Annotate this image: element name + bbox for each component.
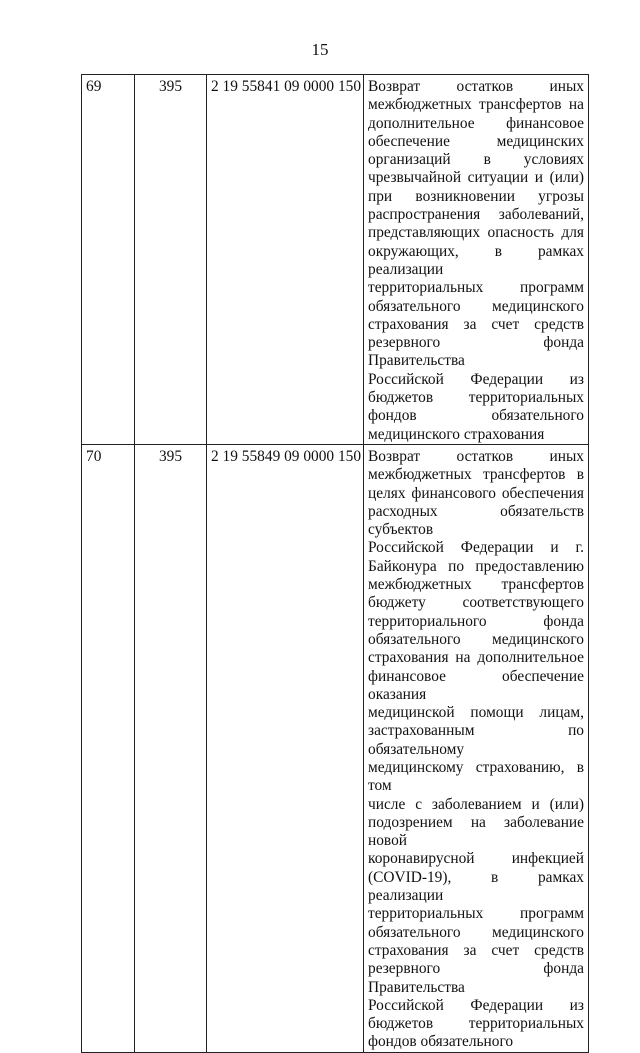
description-line: территориальных программ bbox=[368, 279, 584, 297]
description-line: дополнительное финансовое bbox=[368, 114, 584, 132]
description-line: межбюджетных трансфертов в bbox=[368, 466, 584, 484]
description-line: подозрением на заболевание новой bbox=[368, 813, 584, 850]
description-line: числе с заболеванием и (или) bbox=[368, 795, 584, 813]
description-line: Байконура по предоставлению bbox=[368, 557, 584, 575]
description-line: резервного фонда Правительства bbox=[368, 960, 584, 996]
description-line: организаций в условиях bbox=[368, 151, 584, 169]
admin-code: 395 bbox=[135, 444, 207, 1052]
table-row bbox=[82, 444, 589, 1052]
row-number: 70 bbox=[82, 444, 135, 1052]
description-text bbox=[368, 78, 584, 444]
row-number: 69 bbox=[82, 75, 135, 445]
description-line: расходных обязательств субъектов bbox=[368, 502, 584, 539]
description-line: бюджетов территориальных bbox=[368, 389, 584, 407]
budget-classification-code: 2 19 55849 09 0000 150 bbox=[207, 444, 364, 1052]
description-line: Российской Федерации и г. bbox=[368, 539, 584, 557]
description-line: Возврат остатков иных bbox=[368, 78, 584, 95]
description-line: страхования за счет средств bbox=[368, 941, 584, 959]
description-line: межбюджетных трансфертов bbox=[368, 576, 584, 594]
description-line: обязательного медицинского bbox=[368, 630, 584, 648]
description-line: резервного фонда Правительства bbox=[368, 334, 584, 370]
description-line: финансовое обеспечение оказания bbox=[368, 667, 584, 703]
budget-classification-code: 2 19 55841 09 0000 150 bbox=[207, 75, 364, 445]
description-line: застрахованным по обязательному bbox=[368, 722, 584, 758]
description-line: территориального фонда bbox=[368, 612, 584, 630]
description-line: обязательного медицинского bbox=[368, 297, 584, 315]
page-number: 15 bbox=[311, 40, 329, 59]
description-line: медицинскому страхованию, в том bbox=[368, 758, 584, 795]
description-line: Возврат остатков иных bbox=[368, 447, 584, 465]
description-line: Российской Федерации из bbox=[368, 370, 584, 388]
description-line: обязательного медицинского bbox=[368, 923, 584, 941]
description-line: фондов обязательного bbox=[368, 407, 584, 425]
description-line: медицинского страхования bbox=[368, 425, 545, 443]
description-line: бюджетов территориальных bbox=[368, 1015, 584, 1033]
description-line: представляющих опасность для bbox=[368, 224, 584, 242]
description-line: обеспечение медицинских bbox=[368, 132, 584, 150]
description-line: территориальных программ bbox=[368, 905, 584, 923]
description-text bbox=[368, 448, 584, 1052]
description-line: окружающих, в рамках реализации bbox=[368, 242, 584, 278]
description-line: медицинской помощи лицам, bbox=[368, 704, 584, 722]
description-line: коронавирусной инфекцией bbox=[368, 850, 584, 868]
admin-code: 395 bbox=[135, 75, 207, 445]
description-line: при возникновении угрозы bbox=[368, 187, 584, 205]
row-description bbox=[364, 75, 589, 445]
description-line: целях финансового обеспечения bbox=[368, 484, 584, 502]
description-line: Российской Федерации из bbox=[368, 996, 584, 1014]
description-line: бюджету соответствующего bbox=[368, 594, 584, 612]
row-description bbox=[364, 444, 589, 1052]
description-line: (COVID-19), в рамках реализации bbox=[368, 868, 584, 905]
table-row bbox=[82, 75, 589, 445]
description-line: распространения заболеваний, bbox=[368, 206, 584, 224]
description-line: межбюджетных трансфертов на bbox=[368, 96, 584, 114]
budget-codes-table bbox=[81, 74, 589, 1053]
description-line: чрезвычайной ситуации и (или) bbox=[368, 169, 584, 187]
description-line: страхования на дополнительное bbox=[368, 649, 584, 667]
description-line: фондов обязательного bbox=[368, 1033, 514, 1051]
description-line: страхования за счет средств bbox=[368, 315, 584, 333]
